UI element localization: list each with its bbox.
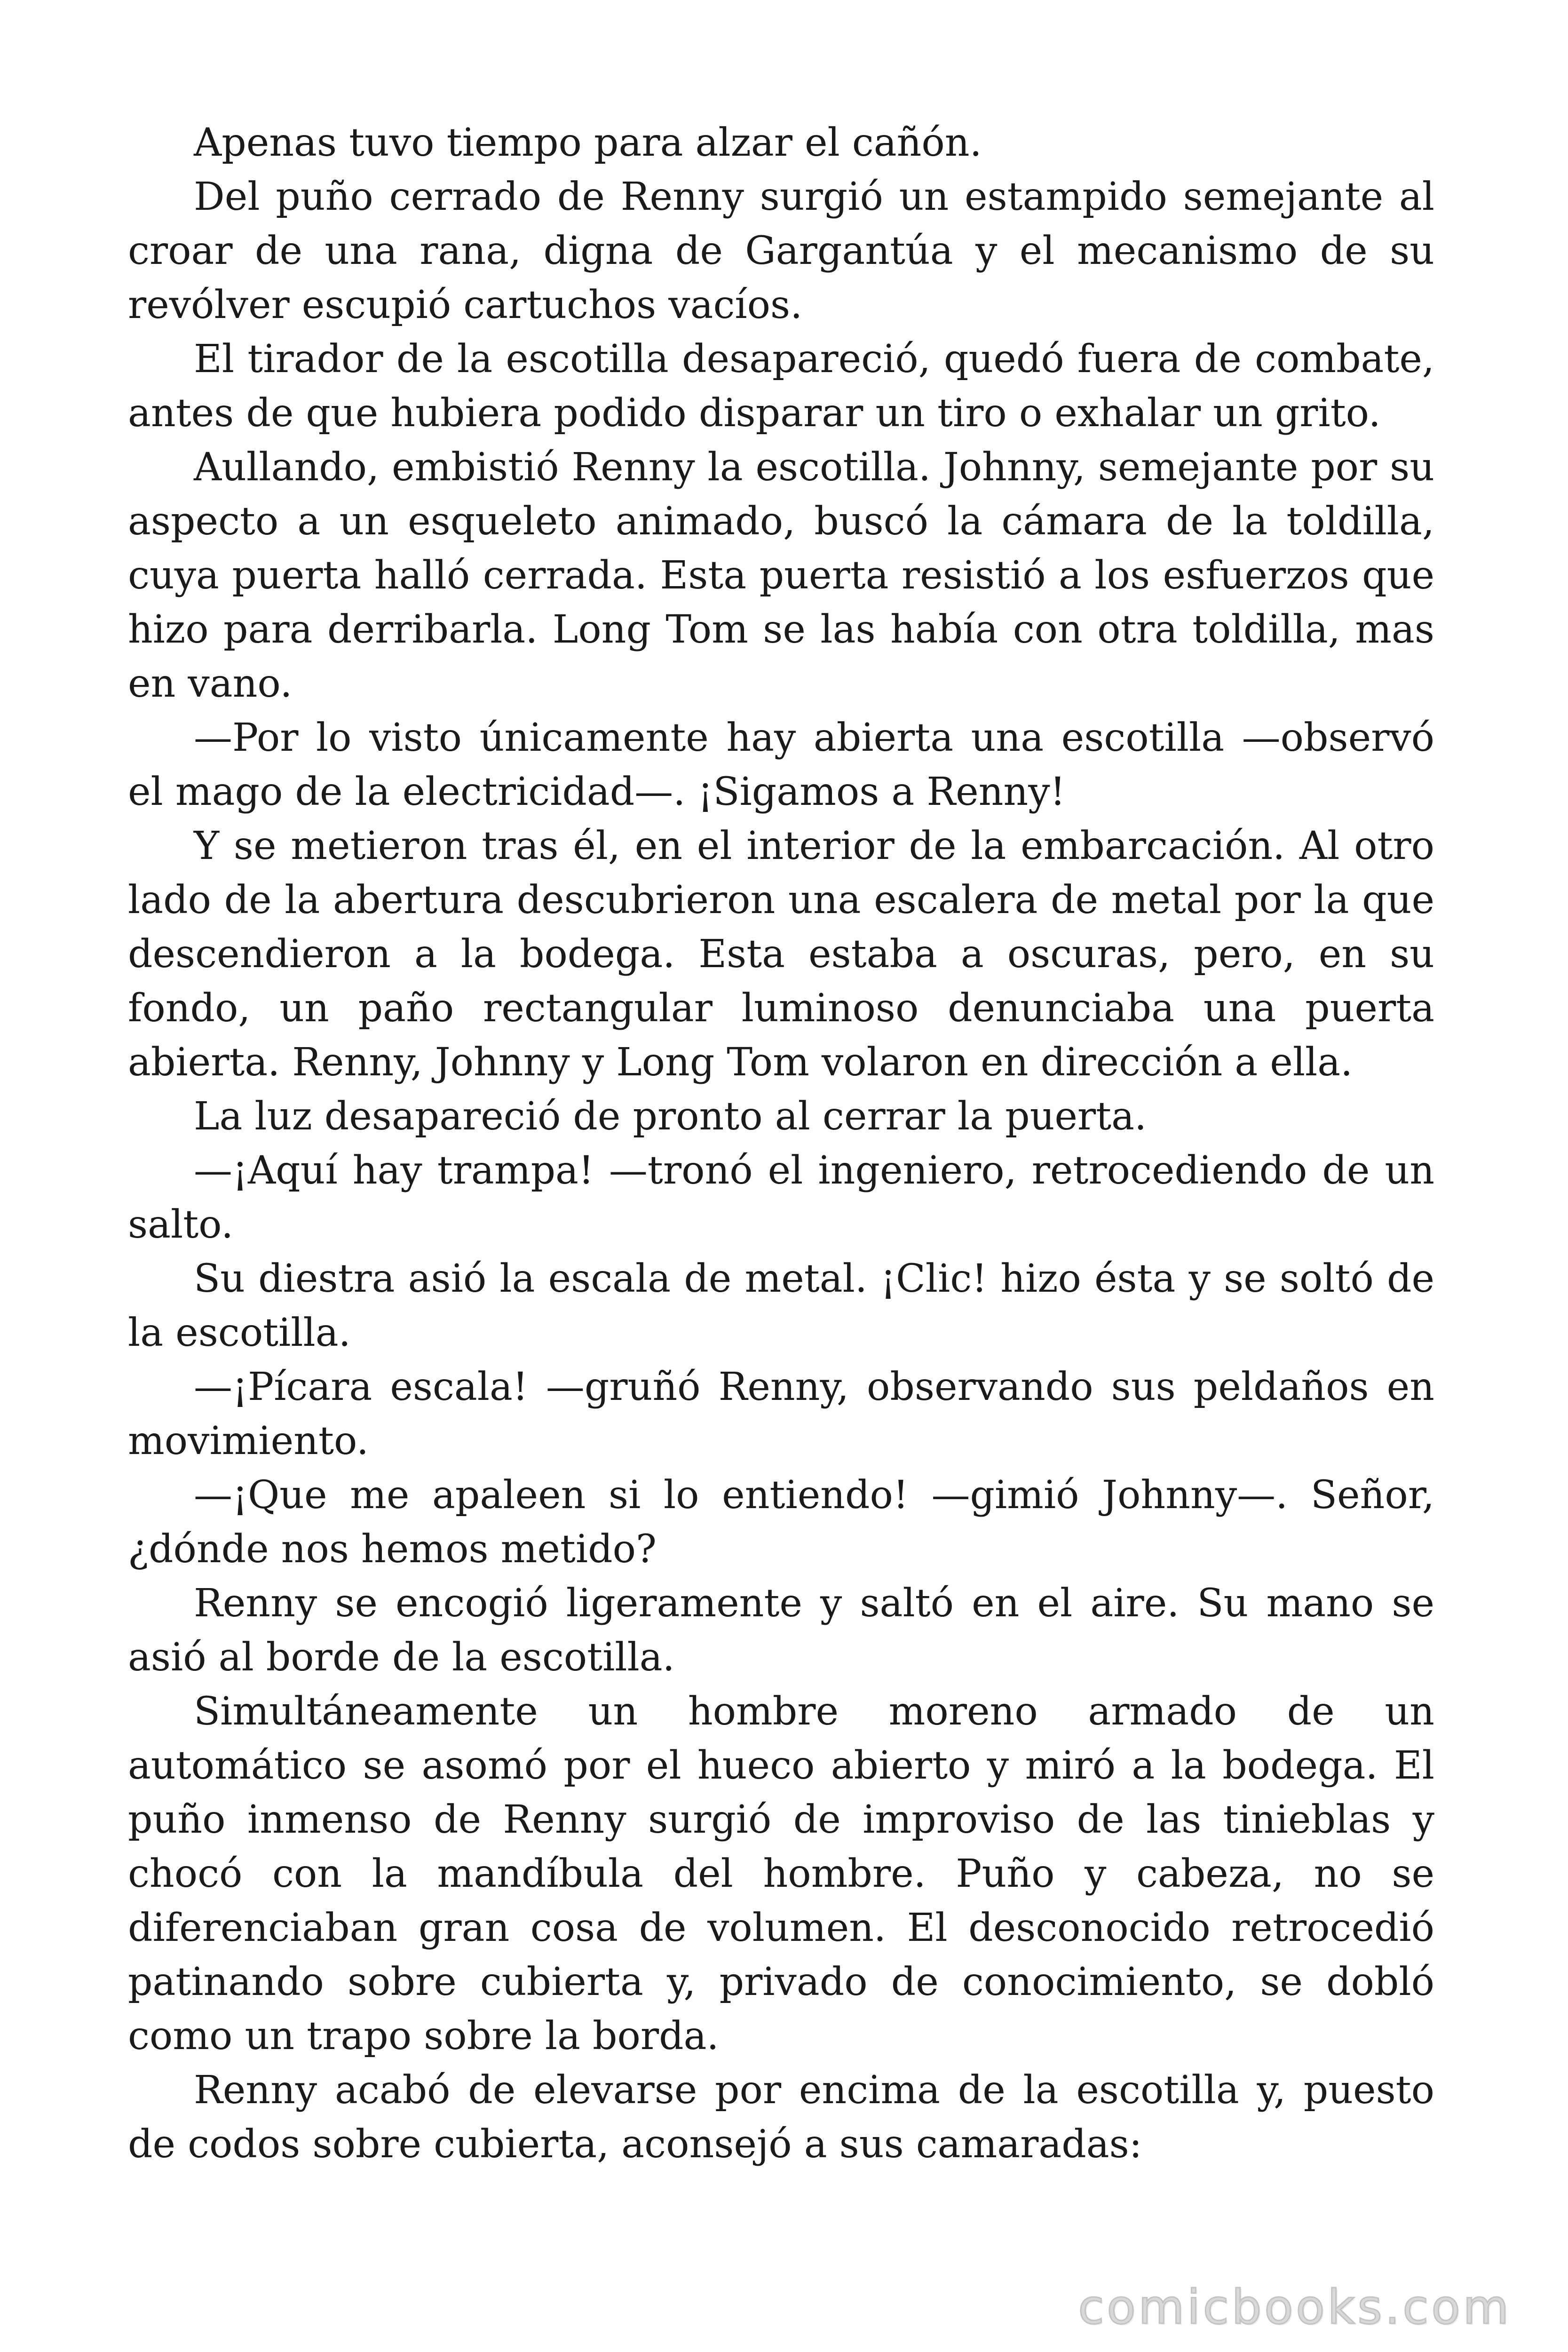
paragraph: Del puño cerrado de Renny surgió un estampido semejante al croar de una rana, digna de Gargantúa y el mecanismo de su revólver escupió cartuchos vacíos. — [128, 175, 1434, 327]
paragraph: Apenas tuvo tiempo para alzar el cañón. — [194, 120, 982, 165]
paragraph: —¡Que me apaleen si lo entiendo! —gimió Johnny—. Señor, ¿dónde nos hemos metido? — [128, 1473, 1434, 1572]
paragraph: El tirador de la escotilla desapareció, quedó fuera de combate, antes de que hubiera podido disparar un tiro o exhalar un grito. — [128, 337, 1434, 436]
paragraph: Aullando, embistió Renny la escotilla. Johnny, semejante por su aspecto a un esqueleto animado, buscó la cámara de la toldilla, cuya puerta halló cerrada. Esta puerta resistió a los esfuerzos que hizo para derribarla. Long Tom se las había con otra toldilla, mas en vano. — [128, 445, 1434, 706]
watermark: comicbooks.com — [1078, 2280, 1512, 2335]
paragraph: Renny acabó de elevarse por encima de la escotilla y, puesto de codos sobre cubierta, aconsejó a sus camaradas: — [128, 2068, 1434, 2167]
paragraph: —¡Aquí hay trampa! —tronó el ingeniero, retrocediendo de un salto. — [128, 1148, 1434, 1247]
paragraph: Su diestra asió la escala de metal. ¡Clic! hizo ésta y se soltó de la escotilla. — [128, 1256, 1434, 1355]
paragraph: La luz desapareció de pronto al cerrar la puerta. — [194, 1094, 1147, 1139]
body-text — [128, 116, 1434, 2171]
paragraph: Renny se encogió ligeramente y saltó en el aire. Su mano se asió al borde de la escotilla. — [128, 1581, 1434, 1680]
paragraph: —¡Pícara escala! —gruñó Renny, observando sus peldaños en movimiento. — [128, 1365, 1434, 1463]
paragraph: Y se metieron tras él, en el interior de la embarcación. Al otro lado de la abertura descubrieron una escalera de metal por la que descendieron a la bodega. Esta estaba a oscuras, pero, en su fondo, un paño rectangular luminoso denunciaba una puerta abierta. Renny, Johnny y Long Tom volaron en dirección a ella. — [128, 824, 1434, 1085]
paragraph: Simultáneamente un hombre moreno armado de un automático se asomó por el hueco abierto y miró a la bodega. El puño inmenso de Renny surgió de improviso de las tinieblas y chocó con la mandíbula del hombre. Puño y cabeza, no se diferenciaban gran cosa de volumen. El desconocido retrocedió patinando sobre cubierta y, privado de conocimiento, se dobló como un trapo sobre la borda. — [128, 1689, 1434, 2058]
paragraph: —Por lo visto únicamente hay abierta una escotilla —observó el mago de la electricidad—. ¡Sigamos a Renny! — [128, 715, 1434, 814]
